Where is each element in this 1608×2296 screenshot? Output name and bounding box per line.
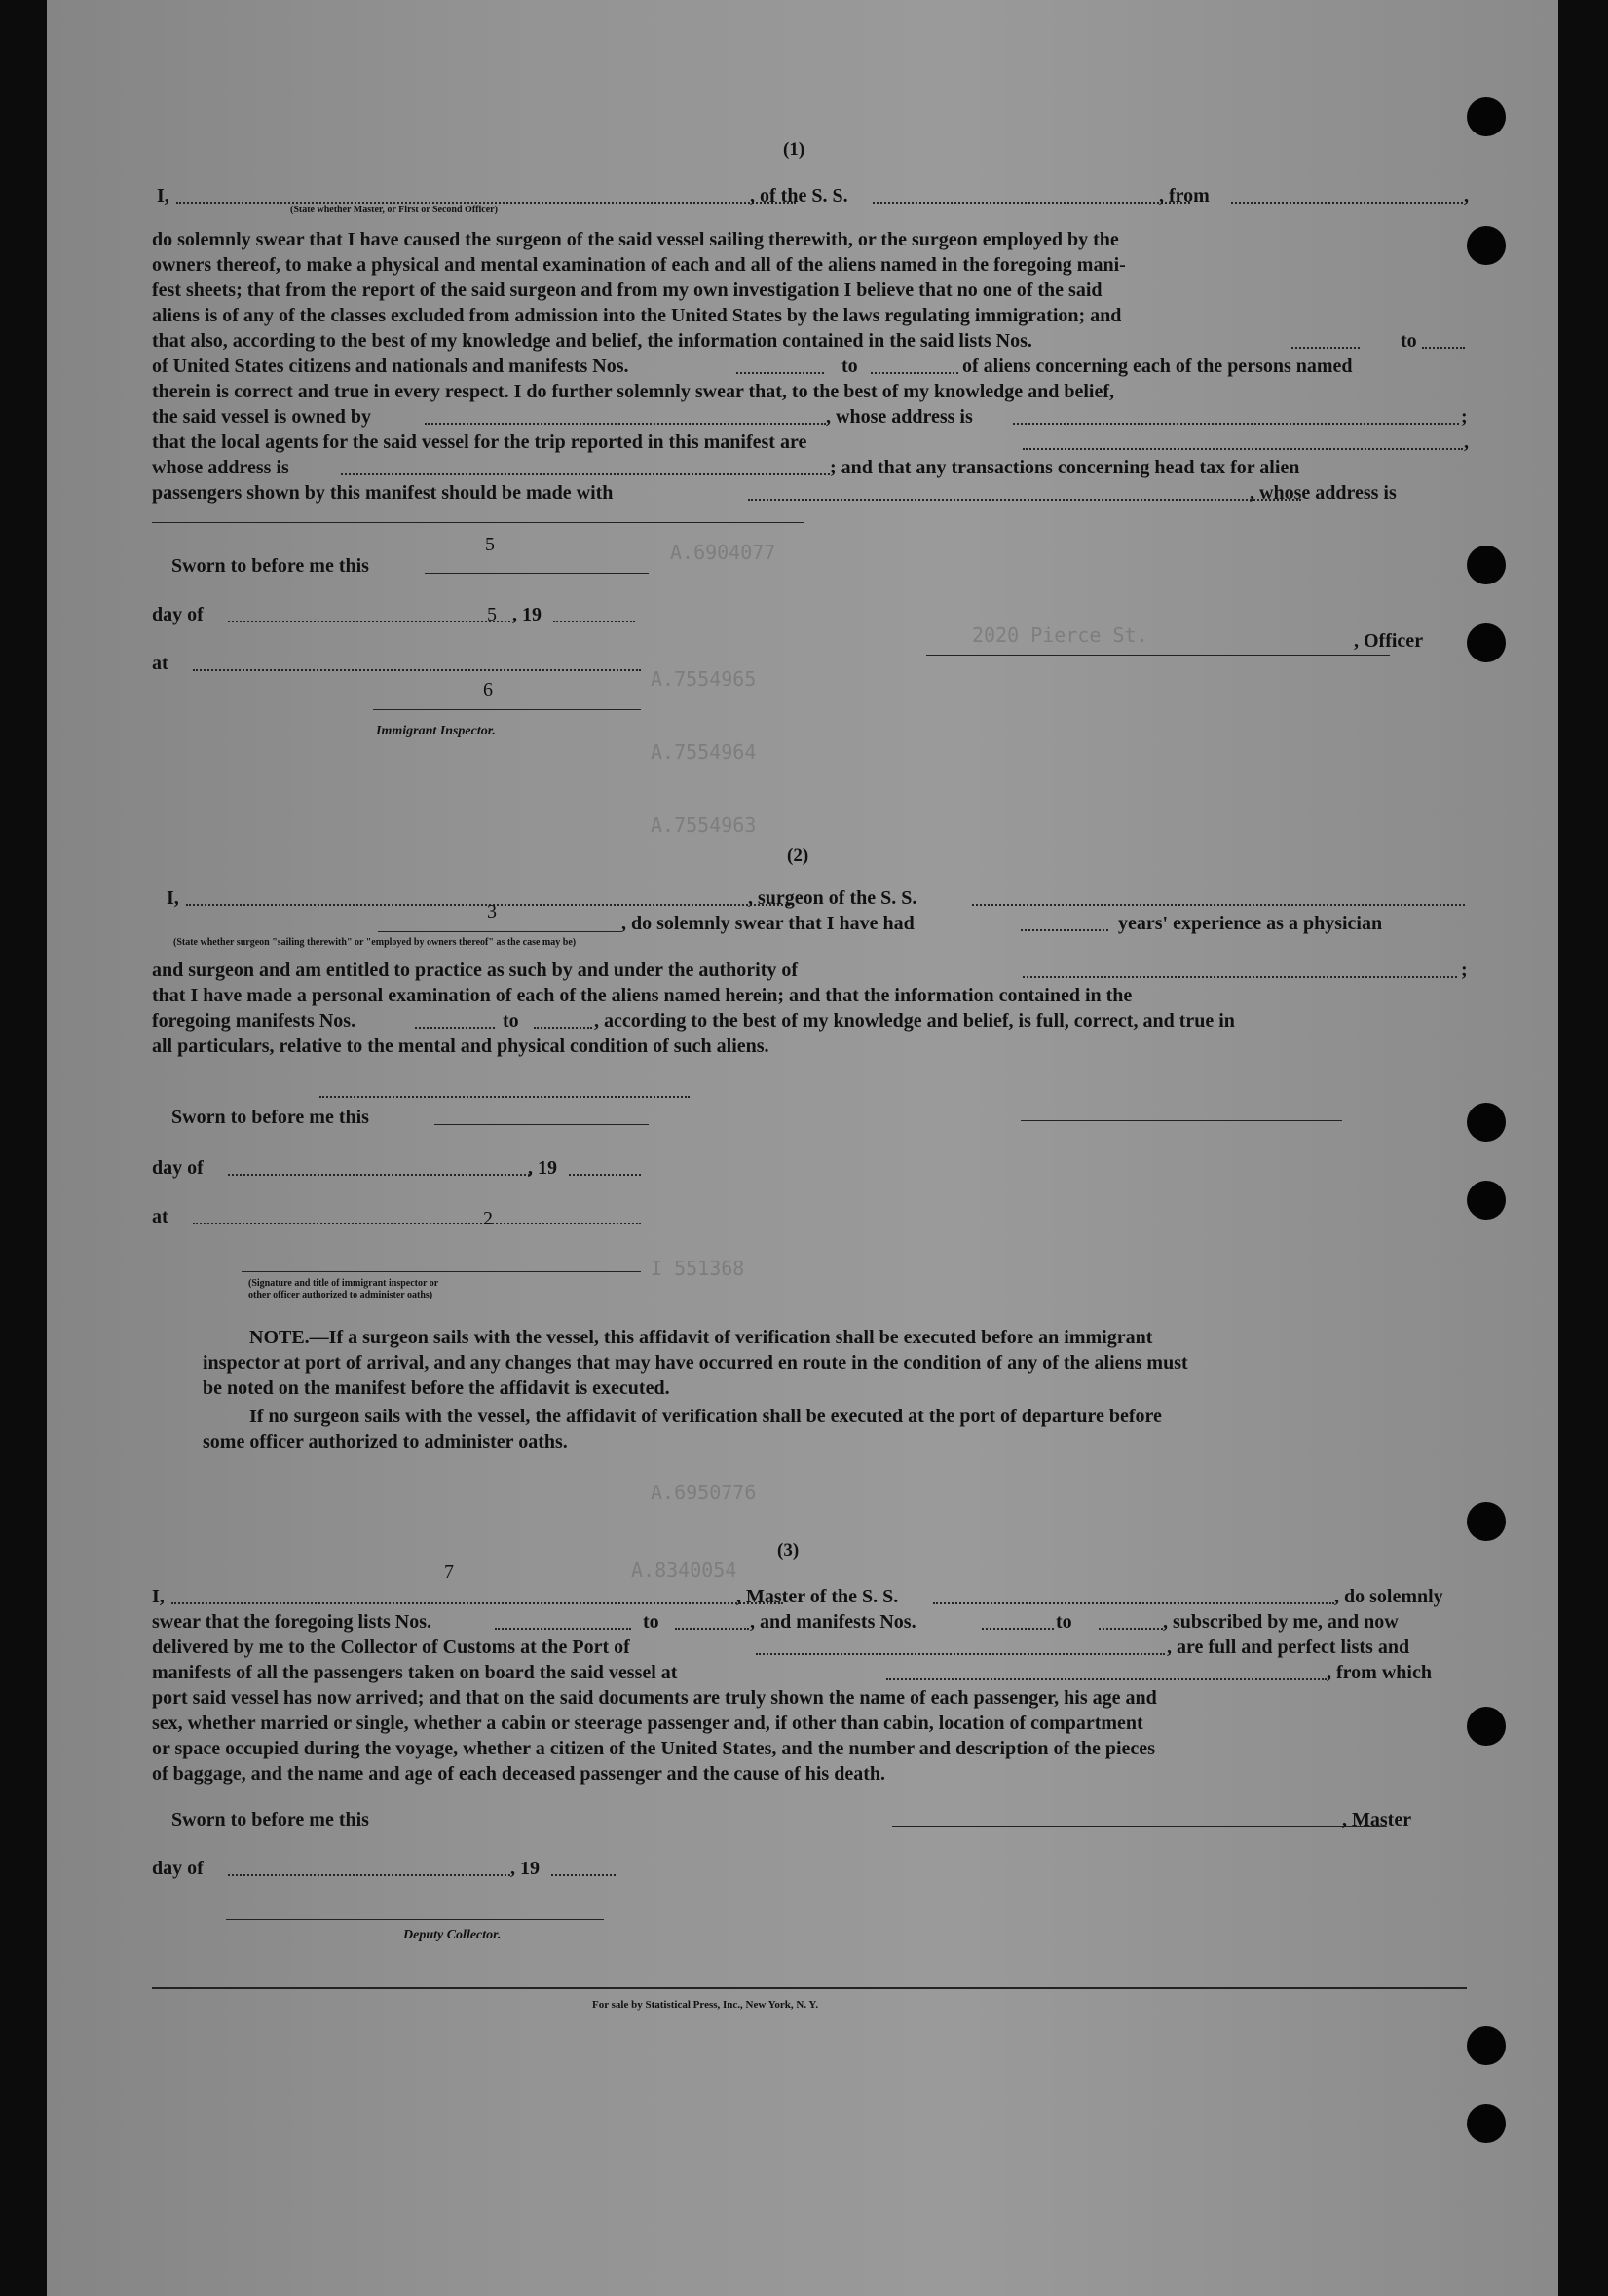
s1-line3: fest sheets; that from the report of the said surgeon and from my own investigation I believe that no one of the said [152,280,1103,301]
s1-line6a: of United States citizens and nationals and manifests Nos. [152,356,629,377]
s3-lists-from-field[interactable] [495,1628,631,1630]
s3-line2c: , and manifests Nos. [750,1611,916,1633]
footer-rule [152,1987,1467,1989]
section-2-i: I, [167,887,179,909]
punch-hole [1467,1103,1506,1142]
s1-line10a: whose address is [152,457,289,478]
s3-line7: or space occupied during the voyage, whether a citizen of the United States, and the number and description of the pieces [152,1738,1155,1759]
s2-line2: and surgeon and am entitled to practice as such by and under the authority of [152,960,799,981]
s2-year-field[interactable] [569,1174,641,1176]
embarkation-port-field[interactable] [886,1678,1327,1680]
s1-line4: aliens is of any of the classes excluded from admission into the United States by the laws regulating immigration; and [152,305,1122,326]
note-p2-l1: If no surgeon sails with the vessel, the affidavit of verification shall be executed at the port of departure before [249,1406,1162,1427]
s2-line4c: , according to the best of my knowledge and belief, is full, correct, and true in [594,1010,1235,1032]
inspector-signature-line[interactable] [373,709,641,710]
s3-deputy: Deputy Collector. [403,1928,502,1942]
s1-line8c: ; [1461,406,1468,428]
s2-swear-a: , do solemnly swear that I have had [621,913,915,934]
s2-day-of: day of [152,1157,204,1179]
s2-nineteen: , 19 [528,1157,557,1179]
s1-officer: , Officer [1354,630,1424,652]
agents-address-field[interactable] [341,473,830,475]
s1-line2: owners thereof, to make a physical and mental examination of each and all of the aliens named in the foregoing mani- [152,254,1126,276]
s2-vessel-field[interactable] [972,904,1465,906]
head-tax-field[interactable] [748,499,1301,501]
s1-handwritten-6: 6 [483,679,493,700]
comma: , [1464,185,1469,207]
s1-nineteen: , 19 [512,604,542,625]
punch-hole [1467,2026,1506,2065]
s1-at: at [152,653,168,674]
officer-note: (State whether Master, or First or Second Officer) [290,205,498,215]
s3-nineteen: , 19 [510,1858,540,1879]
s1-line5a: that also, according to the best of my knowledge and belief, the information contained in the said lists Nos. [152,330,1032,352]
officer-signature-line[interactable] [926,655,1390,656]
punch-hole [1467,97,1506,136]
s1-line6c: of aliens concerning each of the persons named [962,356,1353,377]
authority-field[interactable] [1023,976,1457,978]
owner-field[interactable] [425,423,826,425]
section-2-number: (2) [787,846,809,866]
s1-line11a: passengers shown by this manifest should be made with [152,482,614,504]
s1-handwritten-5: 5 [485,534,495,555]
master-signature-line[interactable] [892,1826,1387,1827]
s2-sworn-line[interactable] [434,1124,649,1125]
s2-sig-note2: other officer authorized to administer oaths) [248,1290,433,1300]
s2-manifests-from-field[interactable] [415,1027,495,1029]
s3-lists-to-field[interactable] [675,1628,749,1630]
manifests-to-field[interactable] [871,372,958,374]
s1-line9b: , [1464,432,1469,453]
s3-manifests-to-field[interactable] [1099,1628,1163,1630]
bleed-through-text: A.7554964 [651,740,757,764]
s2-day-field[interactable] [228,1174,530,1176]
s1-at-field[interactable] [193,669,641,671]
punch-hole [1467,226,1506,265]
s3-line4a: manifests of all the passengers taken on board the said vessel at [152,1662,678,1683]
section-3-number: (3) [777,1540,800,1561]
s2-line4b: to [503,1010,519,1032]
s2-line5: all particulars, relative to the mental and physical condition of such aliens. [152,1035,769,1057]
head-tax-address-line[interactable] [152,522,804,523]
deputy-signature-line[interactable] [226,1919,604,1920]
bleed-through-text: A.7554965 [651,667,757,691]
s3-line2e: , subscribed by me, and now [1163,1611,1399,1633]
punch-hole [1467,2104,1506,2143]
s2-sworn: Sworn to before me this [171,1107,369,1128]
lists-from-field[interactable] [1291,347,1360,349]
note-p1-l3: be noted on the manifest before the affidavit is executed. [203,1377,670,1399]
s1-line6b: to [841,356,858,377]
s3-line2a: swear that the foregoing lists Nos. [152,1611,432,1633]
s3-line3b: , are full and perfect lists and [1167,1637,1410,1658]
s2-line4a: foregoing manifests Nos. [152,1010,356,1032]
section-1-number: (1) [783,139,805,160]
punch-hole [1467,546,1506,584]
s2-line2-end: ; [1461,960,1468,981]
s1-day-field[interactable] [228,621,510,622]
s3-solemnly: , do solemnly [1334,1586,1443,1607]
of-ss-label: , of the S. S. [750,185,848,207]
s3-line6: sex, whether married or single, whether a cabin or steerage passenger and, if other than cabin, location of compartment [152,1713,1143,1734]
s3-master: , Master [1342,1809,1412,1830]
s1-line8b: , whose address is [826,406,973,428]
bleed-through-text: A.6904077 [670,541,776,564]
collector-port-field[interactable] [756,1653,1165,1655]
s3-handwritten-7: 7 [444,1562,454,1583]
s1-day-of: day of [152,604,204,625]
note-p1-l1: NOTE.—If a surgeon sails with the vessel, this affidavit of verification shall be executed before an immigrant [249,1327,1153,1348]
s1-line1: do solemnly swear that I have caused the surgeon of the said vessel sailing therewith, or the surgeon employed by the [152,229,1119,250]
bleed-through-text: A.6950776 [651,1481,757,1504]
vessel-name-field[interactable] [873,202,1190,204]
officer-name-field[interactable] [176,202,796,204]
s3-master-of: , Master of the S. S. [736,1586,899,1607]
section-3-i: I, [152,1586,165,1607]
s2-at-field[interactable] [193,1223,641,1224]
punch-hole [1467,1502,1506,1541]
years-experience-field[interactable] [1021,929,1108,931]
s1-line7: therein is correct and true in every respect. I do further solemnly swear that, to the best of my knowledge and belief, [152,381,1115,402]
s3-line2b: to [643,1611,659,1633]
bleed-through-text: A.7554963 [651,813,757,837]
agents-field[interactable] [1023,448,1463,450]
s1-line11b: , whose address is [1250,482,1397,504]
master-name-field[interactable] [171,1602,783,1604]
punch-hole [1467,623,1506,662]
s3-year-field[interactable] [551,1874,616,1876]
s2-line3: that I have made a personal examination of each of the aliens named herein; and that the information contained in the [152,985,1133,1006]
s2-state-line[interactable] [378,931,621,932]
s1-line9a: that the local agents for the said vessel for the trip reported in this manifest are [152,432,807,453]
s2-state-note: (State whether surgeon "sailing therewith" or "employed by owners thereof" as the case may be) [173,937,577,948]
s2-at: at [152,1206,168,1227]
lists-to-field[interactable] [1422,347,1465,349]
s1-line10b: ; and that any transactions concerning head tax for alien [830,457,1300,478]
s3-line8: of baggage, and the name and age of each deceased passenger and the cause of his death. [152,1763,885,1785]
s3-line2d: to [1056,1611,1072,1633]
s2-surgeon-of: , surgeon of the S. S. [748,887,917,909]
from-label: , from [1159,185,1210,207]
punch-hole [1467,1707,1506,1746]
owner-address-field[interactable] [1013,423,1459,425]
s1-inspector: Immigrant Inspector. [376,724,496,738]
manifest-page [47,0,1558,2296]
bleed-through-text: 2020 Pierce St. [972,623,1148,647]
s2-sig-note1: (Signature and title of immigrant inspector or [248,1278,439,1289]
s1-handwritten-5b: 5 [487,604,497,625]
s2-manifests-to-field[interactable] [534,1027,592,1029]
s3-line5: port said vessel has now arrived; and that on the said documents are truly shown the name of each passenger, his age and [152,1687,1157,1709]
surgeon-signature-line[interactable] [1021,1120,1342,1121]
printer-credit: For sale by Statistical Press, Inc., New York, N. Y. [592,1999,819,2011]
from-field[interactable] [1231,202,1463,204]
s3-day-of: day of [152,1858,204,1879]
bleed-through-text: A.8340054 [631,1559,737,1582]
s2-handwritten-3: 3 [487,901,497,922]
s3-vessel-field[interactable] [933,1602,1334,1604]
note-p1-l2: inspector at port of arrival, and any changes that may have occurred en route in the condition of any of the aliens must [203,1352,1188,1374]
s1-year-field[interactable] [553,621,635,622]
s2-swear-b: years' experience as a physician [1118,913,1383,934]
section-1-i: I, [157,185,169,207]
manifests-from-field[interactable] [736,372,824,374]
s3-manifests-from-field[interactable] [982,1628,1054,1630]
s3-day-field[interactable] [228,1874,510,1876]
note-p2-l2: some officer authorized to administer oaths. [203,1431,568,1452]
s1-line8a: the said vessel is owned by [152,406,372,428]
s2-handwritten-2: 2 [483,1208,493,1229]
punch-hole [1467,1181,1506,1220]
s1-sworn-line[interactable] [425,573,649,574]
bleed-through-text: I 551368 [651,1257,745,1280]
s3-line4b: , from which [1327,1662,1432,1683]
s1-line5b: to [1401,330,1417,352]
s2-signature-line[interactable] [242,1271,641,1272]
s1-sworn: Sworn to before me this [171,555,369,577]
s3-sworn: Sworn to before me this [171,1809,369,1830]
s2-dotted-line [319,1096,690,1098]
s3-line3a: delivered by me to the Collector of Customs at the Port of [152,1637,630,1658]
